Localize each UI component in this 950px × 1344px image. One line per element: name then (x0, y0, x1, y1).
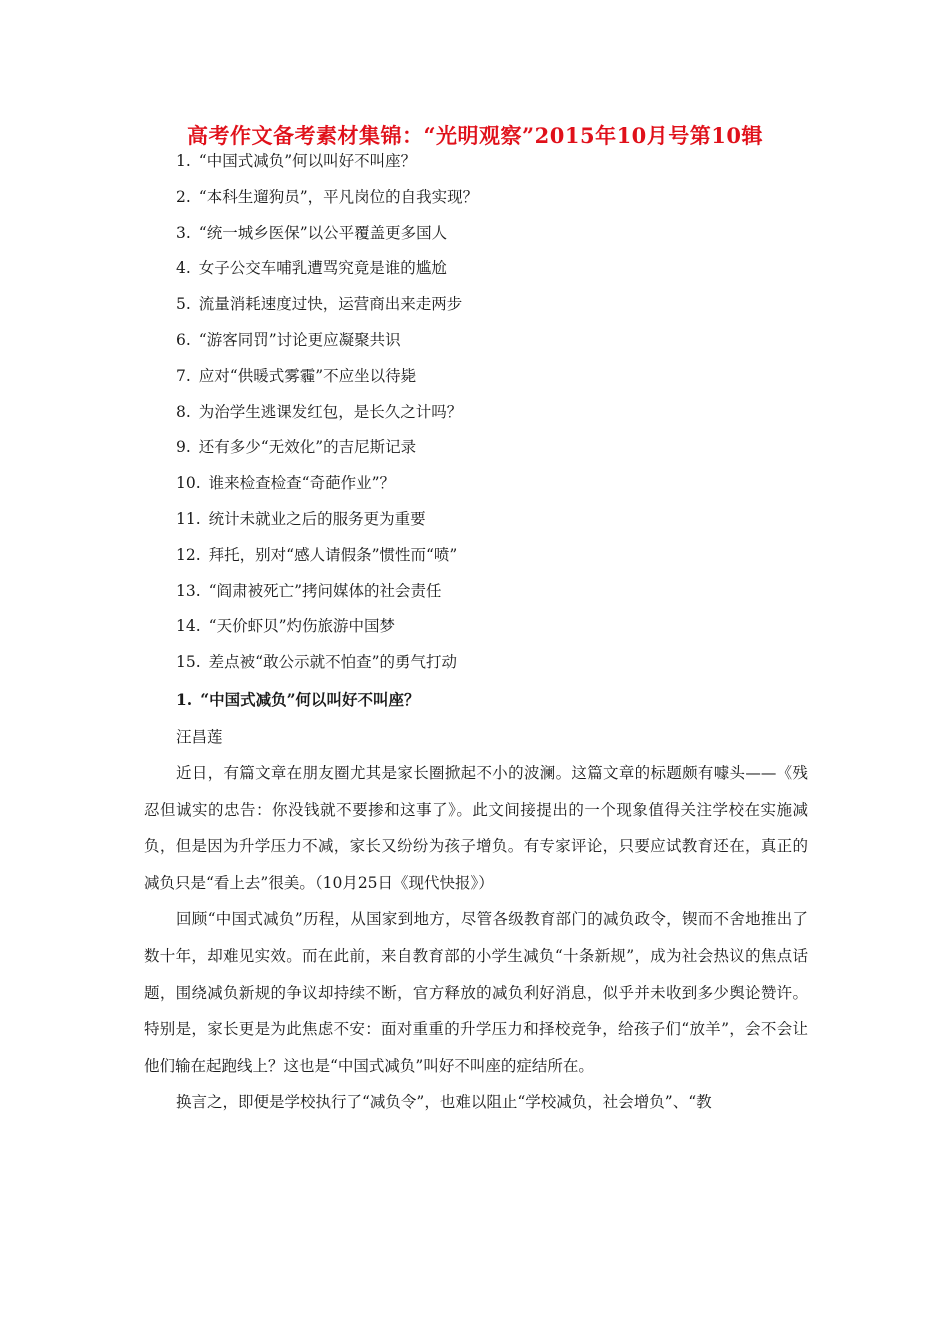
toc-item-number: 3. (176, 223, 191, 242)
toc-item-number: 7. (176, 366, 191, 385)
toc-item-text: 女子公交车哺乳遭骂究竟是谁的尴尬 (198, 259, 447, 278)
toc-item-text: 拜托，别对“感人请假条”惯性而“喷” (208, 545, 458, 564)
toc-item (176, 581, 478, 617)
toc-item (176, 151, 478, 187)
toc-item-number: 11. (176, 509, 201, 528)
document-title: 高考作文备考素材集锦：“光明观察”2015年10月号第10辑 (186, 123, 764, 148)
toc-item-number: 15. (176, 653, 201, 672)
toc-item (176, 223, 478, 259)
toc-item-number: 6. (176, 330, 191, 349)
toc-item (176, 616, 478, 652)
toc-item (176, 187, 478, 223)
toc-item-text: “游客同罚”讨论更应凝聚共识 (198, 330, 401, 349)
toc-item-text: “统一城乡医保”以公平覆盖更多国人 (198, 223, 448, 242)
toc-item-number: 9. (176, 438, 191, 457)
toc-item-text: “中国式减负”何以叫好不叫座？ (198, 152, 417, 170)
table-of-contents (176, 151, 478, 688)
toc-item-number: 8. (176, 402, 191, 421)
toc-item-number: 14. (176, 617, 201, 636)
toc-item (176, 545, 478, 581)
paragraph: 换言之，即便是学校执行了“减负令”，也难以阻止“学校减负，社会增负”、“教 (176, 1093, 712, 1112)
toc-item (176, 437, 478, 473)
toc-item-text: “阎肃被死亡”拷问媒体的社会责任 (208, 581, 442, 600)
toc-item (176, 366, 478, 402)
toc-item (176, 473, 478, 509)
toc-item-text: 差点被“敢公示就不怕查”的勇气打动 (208, 653, 458, 672)
toc-item-text: 流量消耗速度过快，运营商出来走两步 (198, 295, 463, 314)
toc-item-text: 还有多少“无效化”的吉尼斯记录 (198, 438, 417, 457)
toc-item-text: 应对“供暖式雾霾”不应坐以待毙 (198, 366, 417, 385)
toc-item-text: 统计未就业之后的服务更为重要 (208, 509, 426, 528)
toc-item (176, 402, 478, 438)
toc-item-number: 4. (176, 259, 191, 278)
toc-item-number: 12. (176, 545, 201, 564)
section-heading-text: “中国式减负”何以叫好不叫座？ (200, 690, 420, 709)
toc-item (176, 652, 478, 688)
toc-item-number: 13. (176, 581, 201, 600)
author-name: 汪昌莲 (176, 728, 223, 746)
paragraph: 近日，有篇文章在朋友圈尤其是家长圈掀起不小的波澜。这篇文章的标题颇有噱头——《残忍但诚实的忠告：你没钱就不要掺和这事了》。此文间接提出的一个现象值得关注学校在实施减负，但是因为升学压力不减，家长又纷纷为孩子增负。有专家评论，只要应试教育还在，真正的减负只是“看上去”很美。（10月25日《现代快报》） (144, 764, 808, 892)
toc-item (176, 330, 478, 366)
toc-item-text: 为治学生逃课发红包，是长久之计吗？ (198, 402, 463, 421)
toc-item-text: “天价虾贝”灼伤旅游中国梦 (208, 617, 396, 636)
section-heading (176, 690, 420, 710)
toc-item-number: 10. (176, 474, 201, 493)
toc-item-number: 1. (176, 152, 191, 170)
article-body (144, 755, 808, 1121)
toc-item-text: 谁来检查检查“奇葩作业”？ (208, 474, 396, 493)
toc-item (176, 258, 478, 294)
section-number: 1. (176, 690, 193, 709)
toc-item-number: 5. (176, 295, 191, 314)
paragraph: 回顾“中国式减负”历程，从国家到地方，尽管各级教育部门的减负政令，锲而不舍地推出了数十年，却难见实效。而在此前，来自教育部的小学生减负“十条新规”，成为社会热议的焦点话题，围绕减负新规的争议却持续不断，官方释放的减负利好消息，似乎并未收到多少舆论赞许。特别是，家长更是为此焦虑不安：面对重重的升学压力和择校竞争，给孩子们“放羊”，会不会让他们输在起跑线上？这也是“中国式减负”叫好不叫座的症结所在。 (144, 910, 808, 1075)
toc-item-number: 2. (176, 187, 191, 206)
toc-item (176, 294, 478, 330)
toc-item (176, 509, 478, 545)
toc-item-text: “本科生遛狗员”，平凡岗位的自我实现？ (198, 187, 479, 206)
